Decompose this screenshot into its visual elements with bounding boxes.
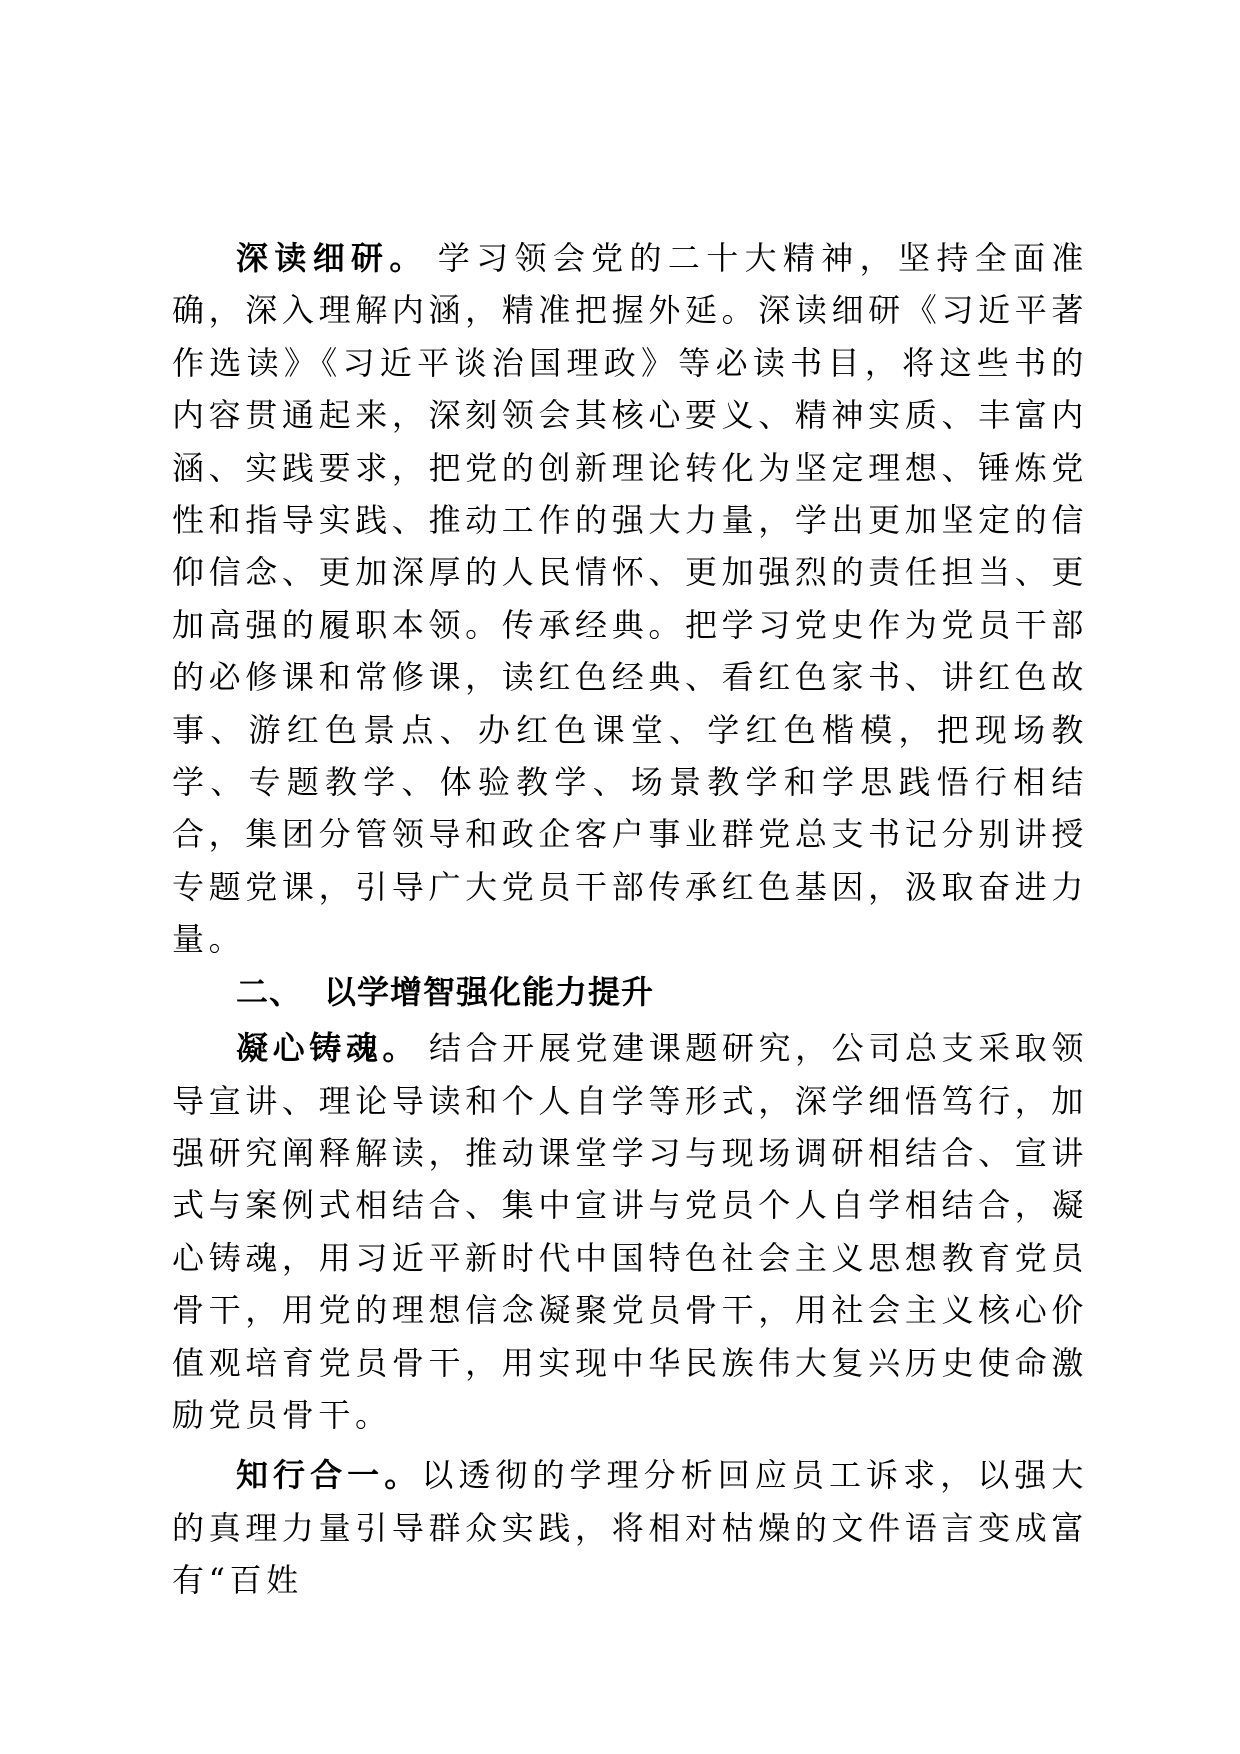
paragraph-deep-reading: [172, 232, 1088, 966]
paragraph-lead-cohesion: 凝心铸魂。: [236, 1029, 420, 1068]
paragraph-text-unity: 以透彻的学理分析回应员工诉求，以强大的真理力量引导群众实践，将相对枯燥的文件语言变成富有“百姓: [172, 1456, 1088, 1600]
section-heading-text: 以学增智强化能力提升: [324, 972, 655, 1011]
section-heading: [172, 966, 1088, 1018]
paragraph-lead-unity: 知行合一。: [236, 1456, 422, 1495]
paragraph-cohesion: [172, 1022, 1088, 1441]
paragraph-text-deep-reading: 学习领会党的二十大精神，坚持全面准确，深入理解内涵，精准把握外延。深读细研《习近平著作选读》《习近平谈治国理政》等必读书目，将这些书的内容贯通起来，深刻领会其核心要义、精神实质、丰富内涵、实践要求，把党的创新理论转化为坚定理想、锤炼党性和指导实践、推动工作的强大力量，学出更加坚定的信仰信念、更加深厚的人民情怀、更加强烈的责任担当、更加高强的履职本领。传承经典。把学习党史作为党员干部的必修课和常修课，读红色经典、看红色家书、讲红色故事、游红色景点、办红色课堂、学红色楷模，把现场教学、专题教学、体验教学、场景教学和学思践悟行相结合，集团分管领导和政企客户事业群党总支书记分别讲授专题党课，引导广大党员干部传承红色基因，汲取奋进力量。: [172, 239, 1088, 959]
paragraph-text-cohesion: 结合开展党建课题研究，公司总支采取领导宣讲、理论导读和个人自学等形式，深学细悟笃行，加强研究阐释解读，推动课堂学习与现场调研相结合、宣讲式与案例式相结合、集中宣讲与党员个人自学相结合，凝心铸魂，用习近平新时代中国特色社会主义思想教育党员骨干，用党的理想信念凝聚党员骨干，用社会主义核心价值观培育党员骨干，用实现中华民族伟大复兴历史使命激励党员骨干。: [172, 1029, 1088, 1434]
paragraph-lead-deep-reading: 深读细研。: [236, 239, 428, 277]
section-heading-number: 二、: [236, 972, 303, 1011]
document-body: [172, 232, 1088, 1607]
paragraph-unity-knowledge-action: [172, 1449, 1088, 1606]
